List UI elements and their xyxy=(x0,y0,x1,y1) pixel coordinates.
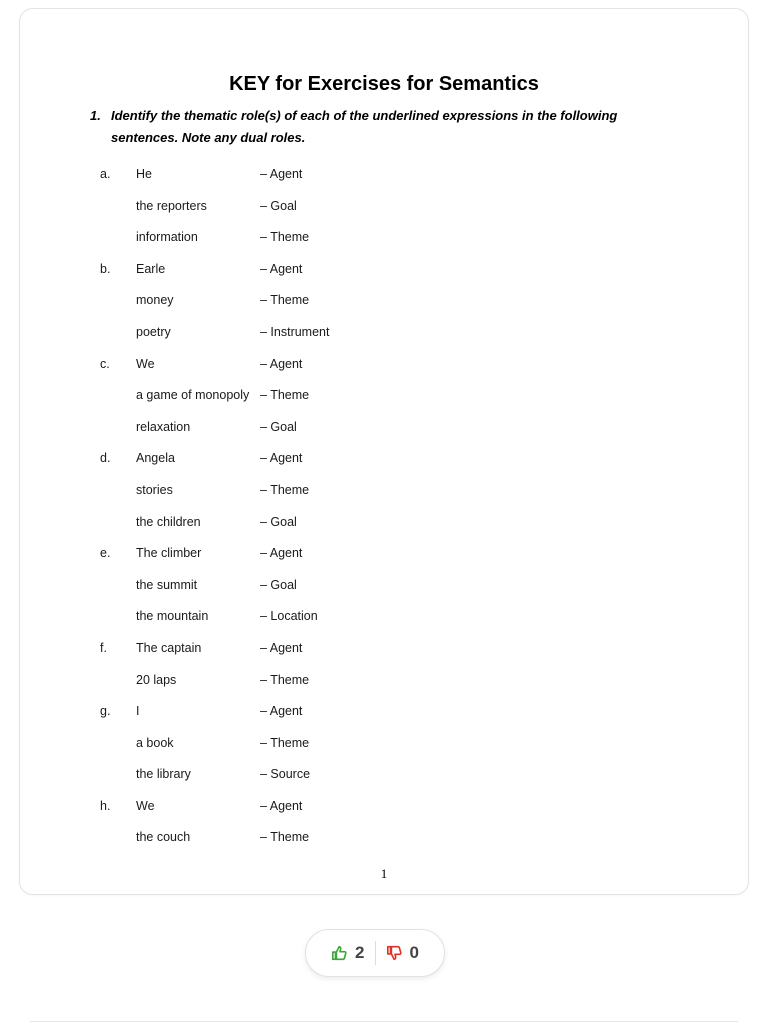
question-number: 1. xyxy=(90,108,101,123)
answer-role: – Theme xyxy=(260,672,310,687)
answer-phrase: We xyxy=(136,356,155,371)
answer-letter: b. xyxy=(100,261,111,276)
answer-row xyxy=(100,669,500,701)
answer-row xyxy=(100,511,500,543)
page-number: 1 xyxy=(380,866,388,881)
answer-phrase: the couch xyxy=(136,830,191,845)
answer-phrase: the mountain xyxy=(136,609,209,624)
answer-letter: g. xyxy=(100,704,111,719)
answer-phrase: poetry xyxy=(136,324,171,339)
answer-role: – Agent xyxy=(260,356,303,371)
answer-role: – Theme xyxy=(260,230,310,245)
answer-row xyxy=(100,700,500,732)
answer-row xyxy=(100,732,500,764)
downvote-button[interactable] xyxy=(376,943,429,963)
upvote-button[interactable] xyxy=(321,943,374,963)
answer-role: – Instrument xyxy=(260,324,330,339)
answer-role: – Goal xyxy=(260,419,297,434)
thumbs-down-icon xyxy=(386,944,404,962)
answer-role: – Theme xyxy=(260,735,310,750)
answer-row xyxy=(100,163,500,195)
answer-role: – Theme xyxy=(260,482,310,497)
answer-letter: e. xyxy=(100,546,111,561)
downvote-count: 0 xyxy=(409,943,419,962)
answer-row xyxy=(100,353,500,385)
answer-phrase: The captain xyxy=(136,640,202,655)
answer-row xyxy=(100,258,500,290)
answer-role: – Theme xyxy=(260,293,310,308)
answer-role: – Agent xyxy=(260,798,303,813)
answer-role: – Source xyxy=(260,767,311,782)
vote-widget xyxy=(305,929,445,977)
document-page xyxy=(19,8,749,895)
answer-row xyxy=(100,289,500,321)
answer-role: – Agent xyxy=(260,546,303,561)
answer-phrase: a game of monopoly xyxy=(136,388,250,403)
answer-row xyxy=(100,447,500,479)
answer-letter: d. xyxy=(100,451,111,466)
answer-letter: h. xyxy=(100,798,111,813)
answer-role: – Goal xyxy=(260,577,297,592)
answer-letter: c. xyxy=(100,356,110,371)
answer-role: – Agent xyxy=(260,261,303,276)
answer-row xyxy=(100,763,500,795)
page-title: KEY for Exercises for Semantics xyxy=(229,73,539,95)
answer-phrase: Earle xyxy=(136,261,166,276)
answer-role: – Theme xyxy=(260,830,310,845)
answer-role: – Agent xyxy=(260,640,303,655)
answer-row xyxy=(100,826,500,858)
answer-row xyxy=(100,574,500,606)
answer-phrase: a book xyxy=(136,735,174,750)
answer-phrase: the reporters xyxy=(136,198,207,213)
answer-phrase: He xyxy=(136,167,152,181)
answer-phrase: money xyxy=(136,293,174,308)
footer-divider xyxy=(30,1021,738,1022)
answer-role: – Agent xyxy=(260,451,303,466)
answer-role: – Goal xyxy=(260,198,297,213)
answer-phrase: 20 laps xyxy=(136,672,177,687)
answer-phrase: the library xyxy=(136,767,191,782)
answer-role: – Agent xyxy=(260,704,303,719)
answer-role: – Theme xyxy=(260,388,310,403)
answer-row xyxy=(100,226,500,258)
answer-role: – Agent xyxy=(260,167,303,181)
answer-row xyxy=(100,479,500,511)
answer-phrase: relaxation xyxy=(136,419,191,434)
question-text: Identify the thematic role(s) of each of the underlined expressions in the following sentences. Note any dual roles. xyxy=(111,108,618,145)
answer-letter: f. xyxy=(100,640,107,655)
answer-role: – Location xyxy=(260,609,318,624)
answer-phrase: information xyxy=(136,230,198,245)
answer-list xyxy=(100,163,500,858)
thumbs-up-icon xyxy=(331,944,349,962)
upvote-count: 2 xyxy=(355,943,365,962)
answer-row xyxy=(100,542,500,574)
answer-row xyxy=(100,321,500,353)
answer-row xyxy=(100,384,500,416)
answer-phrase: the summit xyxy=(136,577,198,592)
answer-row xyxy=(100,795,500,827)
answer-letter: a. xyxy=(100,167,111,181)
answer-row xyxy=(100,637,500,669)
answer-phrase: The climber xyxy=(136,546,202,561)
answer-phrase: I xyxy=(136,704,140,719)
question-1 xyxy=(90,105,650,149)
answer-role: – Goal xyxy=(260,514,297,529)
answer-row xyxy=(100,416,500,448)
answer-phrase: Angela xyxy=(136,451,175,466)
answer-row xyxy=(100,605,500,637)
answer-phrase: the children xyxy=(136,514,201,529)
answer-phrase: We xyxy=(136,798,155,813)
answer-phrase: stories xyxy=(136,482,173,497)
answer-row xyxy=(100,195,500,227)
